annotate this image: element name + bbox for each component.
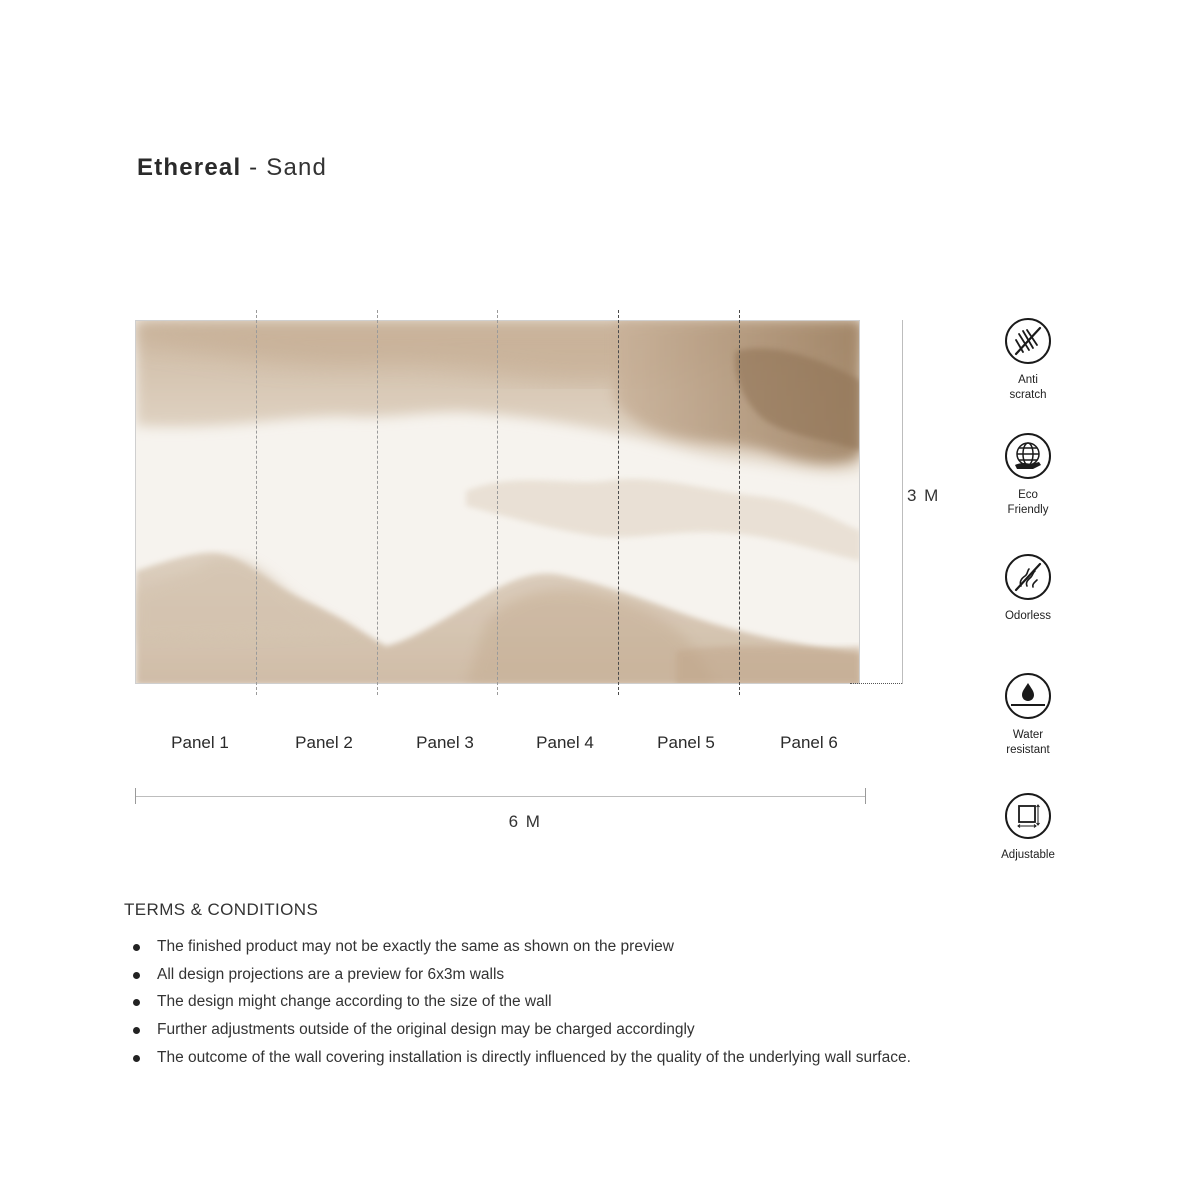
terms-item-text: Further adjustments outside of the original design may be charged accordingly [157,1021,695,1039]
terms-title: TERMS & CONDITIONS [124,900,319,919]
feature-odorless [988,554,1068,624]
product-variant: Sand [266,154,328,181]
width-dimension-cap-right [865,788,866,804]
feature-water-resistant [988,673,1068,758]
odorless-icon [1005,554,1051,600]
terms-item-text: All design projections are a preview for 6x3m walls [157,965,505,983]
terms-item [124,938,911,966]
feature-anti-scratch [988,318,1068,403]
product-name: Ethereal [137,154,242,181]
panel-label-2: Panel 2 [295,733,353,752]
height-dimension-line [902,320,903,684]
terms-item [124,966,911,994]
anti-scratch-icon [1005,318,1051,364]
panel-divider [497,310,498,695]
panel-label-5: Panel 5 [657,733,715,752]
terms-item [124,1021,911,1049]
bullet-icon [133,944,140,951]
panel-label-6: Panel 6 [780,733,838,752]
feature-label: Eco Friendly [1007,489,1049,516]
title-separator: - [241,154,267,181]
bullet-icon [133,1055,140,1062]
panel-label-4: Panel 4 [536,733,594,752]
eco-friendly-icon [1005,433,1051,479]
terms-item [124,993,911,1021]
feature-adjustable [988,793,1068,863]
panel-divider [739,310,740,695]
height-dimension-label: 3 M [907,486,940,505]
water-resistant-icon [1005,673,1051,719]
terms-item-text: The finished product may not be exactly the same as shown on the preview [157,938,674,955]
product-title [137,154,327,182]
panel-divider [377,310,378,695]
panel-label-1: Panel 1 [171,733,229,752]
feature-label: Adjustable [1001,849,1055,861]
feature-label: Anti scratch [1009,374,1047,401]
feature-eco-friendly [988,433,1068,518]
bullet-icon [133,972,140,979]
width-dimension-label: 6 M [508,812,542,831]
width-dimension-cap-left [135,788,136,804]
width-dimension-line [135,796,865,797]
panel-label-3: Panel 3 [416,733,474,752]
terms-item-text: The design might change according to the size of the wall [157,993,552,1011]
terms-list [124,938,911,1076]
terms-item [124,1049,911,1077]
bullet-icon [133,1027,140,1034]
feature-label: Odorless [1004,610,1052,622]
feature-label: Water resistant [1006,729,1050,756]
terms-item-text: The outcome of the wall covering installation is directly influenced by the quality of the underlying wall surface. [157,1048,911,1066]
height-dimension-leader [850,683,902,684]
panel-divider [256,310,257,695]
adjustable-icon [1005,793,1051,839]
panel-divider [618,310,619,695]
bullet-icon [133,999,140,1006]
watercolor-mural-image [136,321,860,684]
